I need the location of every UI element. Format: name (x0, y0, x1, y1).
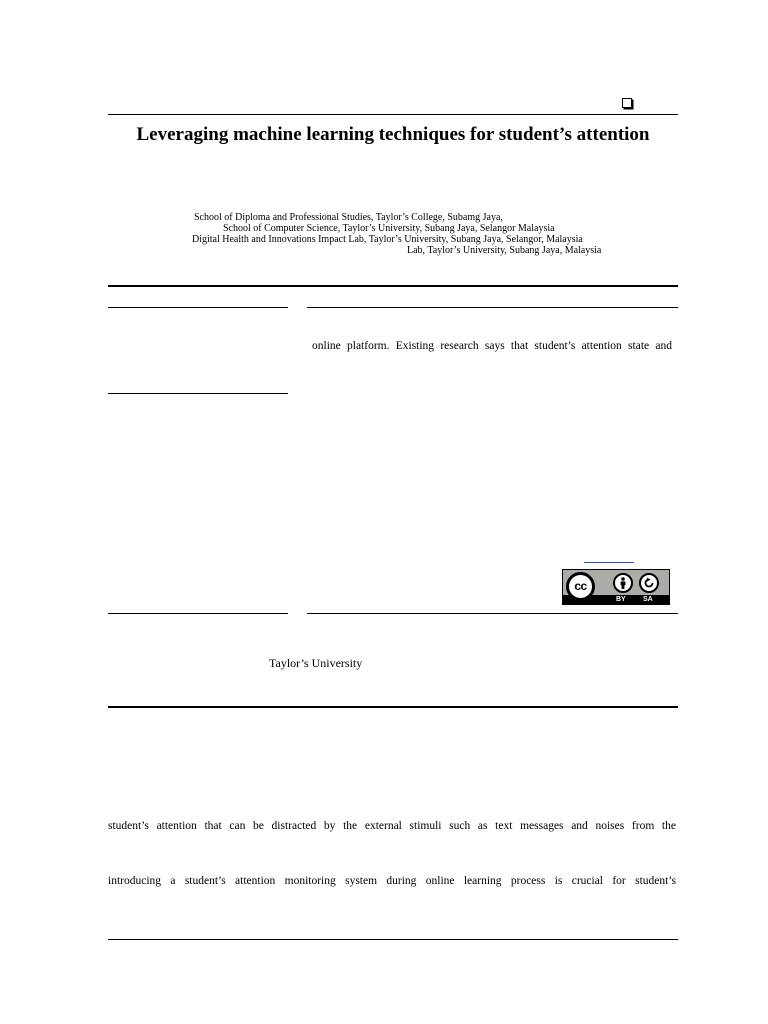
affiliation-rule (108, 285, 678, 287)
right-column-bottom-rule (307, 613, 678, 614)
header-rule (108, 114, 678, 115)
left-column-bottom-rule (108, 613, 288, 614)
affiliation-4: Lab, Taylor’s University, Subang Jaya, Malaysia (407, 245, 602, 256)
right-column-top-rule (307, 307, 678, 308)
checkbox-square-icon (622, 98, 632, 108)
creative-commons-by-sa-icon[interactable] (562, 569, 670, 605)
left-column-top-rule (108, 307, 288, 308)
license-by-label: BY (616, 596, 626, 603)
license-sa-label: SA (643, 596, 653, 603)
section-rule (108, 706, 678, 708)
body-line-1: student’s attention that can be distracted by the external stimuli such as text messages and noises from the (108, 820, 676, 832)
body-line-2: introducing a student’s attention monitoring system during online learning process is crucial for student’s (108, 875, 676, 887)
left-column-mid-rule (108, 393, 288, 394)
affiliation-1: School of Diploma and Professional Studies, Taylor’s College, Subamg Jaya, (194, 212, 503, 223)
license-link[interactable] (584, 562, 634, 563)
paper-title: Leveraging machine learning techniques for student’s attention (136, 124, 650, 145)
attribution-person-icon (613, 573, 633, 593)
abstract-line: online platform. Existing research says that student’s attention state and (312, 340, 672, 352)
affiliation-2: School of Computer Science, Taylor’s University, Subang Jaya, Selangor Malaysia (223, 223, 555, 234)
affiliation-3: Digital Health and Innovations Impact Lab, Taylor’s University, Subang Jaya, Selangor, Malaysia (192, 234, 583, 245)
cc-icon: cc (566, 572, 595, 601)
share-alike-icon (639, 573, 659, 593)
copyright-holder: Taylor’s University (269, 656, 363, 670)
footer-rule (108, 939, 678, 940)
